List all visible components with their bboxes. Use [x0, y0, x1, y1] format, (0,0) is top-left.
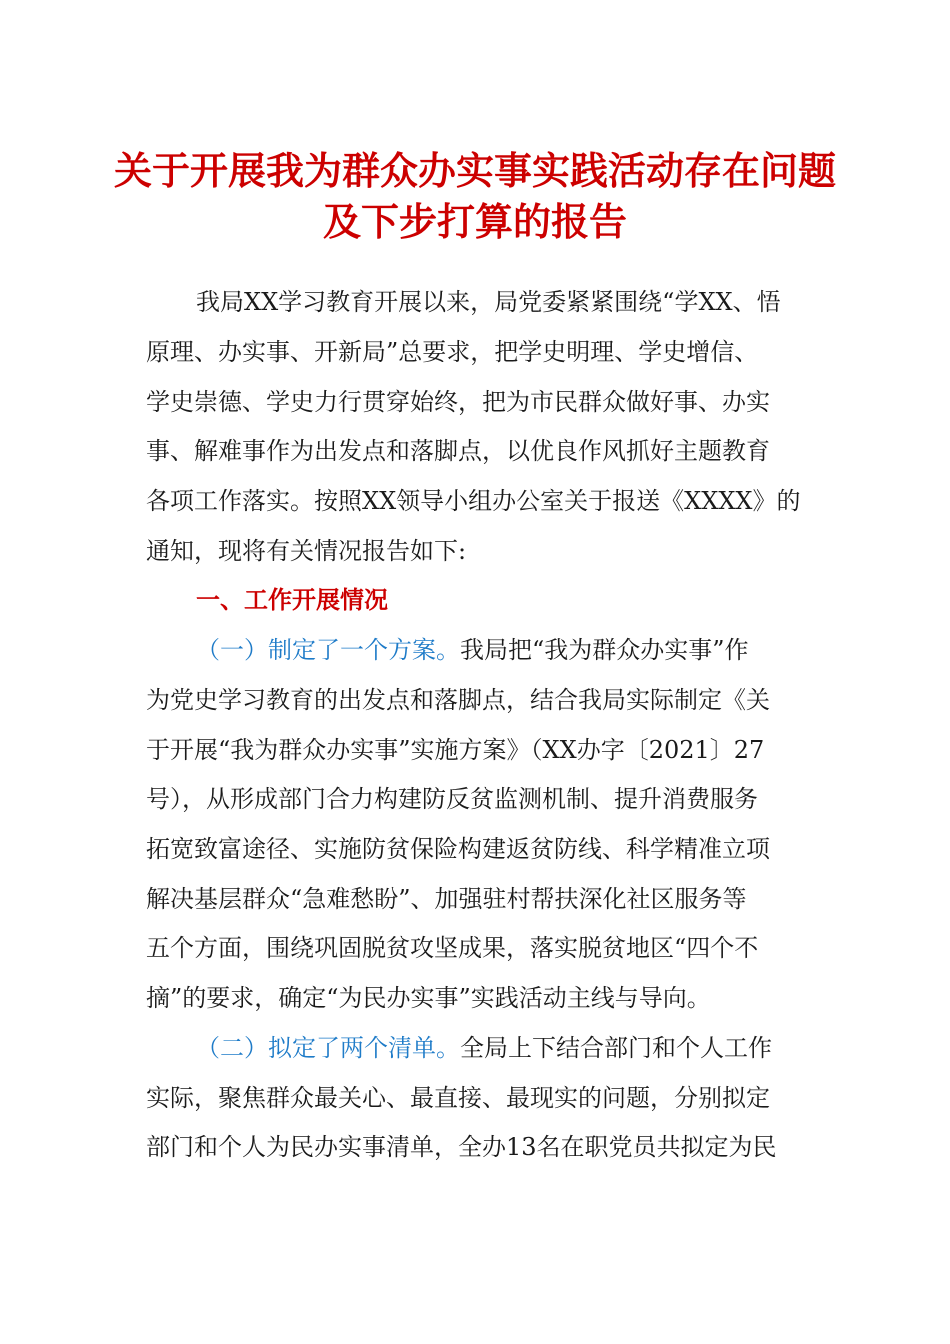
subsection-1-line-6: 解决基层群众“急难愁盼”、加强驻村帮扶深化社区服务等	[146, 885, 747, 913]
subsection-1-first-line	[196, 632, 806, 668]
intro-line-4: 事、解难事作为出发点和落脚点，以优良作风抓好主题教育	[146, 437, 770, 465]
subsection-1-line-2: 为党史学习教育的出发点和落脚点，结合我局实际制定《关	[146, 686, 770, 714]
intro-line-5: 各项工作落实。按照XX领导小组办公室关于报送《XXXX》的	[146, 487, 801, 515]
subsection-1-label: （一）制定了一个方案。	[196, 636, 460, 664]
subsection-1-first-text: 我局把“我为群众办实事”作	[460, 636, 749, 664]
subsection-1-line-3: 于开展“我为群众办实事”实施方案》（XX办字〔2021〕27	[146, 736, 765, 764]
subsection-1-line-8: 摘”的要求，确定“为民办实事”实践活动主线与导向。	[146, 984, 711, 1012]
intro-line-6: 通知，现将有关情况报告如下:	[146, 537, 467, 565]
subsection-2-first-text: 全局上下结合部门和个人工作	[460, 1034, 772, 1062]
document-title-line-2: 及下步打算的报告	[322, 199, 627, 244]
subsection-2-label: （二）拟定了两个清单。	[196, 1034, 460, 1062]
intro-line-1: 我局XX学习教育开展以来，局党委紧紧围绕“学XX、悟	[196, 288, 781, 316]
intro-line-2: 原理、办实事、开新局”总要求，把学史明理、学史增信、	[146, 338, 759, 366]
subsection-1-line-5: 拓宽致富途径、实施防贫保险构建返贫防线、科学精准立项	[146, 835, 770, 863]
subsection-2-line-3: 部门和个人为民办实事清单，全办13名在职党员共拟定为民	[146, 1133, 777, 1161]
document-title-line-1: 关于开展我为群众办实事实践活动存在问题	[113, 148, 836, 193]
subsection-2-line-2: 实际，聚焦群众最关心、最直接、最现实的问题，分别拟定	[146, 1084, 770, 1112]
intro-line-3: 学史崇德、学史力行贯穿始终，把为市民群众做好事、办实	[146, 388, 770, 416]
subsection-1-line-4: 号），从形成部门合力构建防反贫监测机制、提升消费服务	[146, 785, 758, 813]
subsection-1-line-7: 五个方面，围绕巩固脱贫攻坚成果，落实脱贫地区“四个不	[146, 934, 759, 962]
subsection-2-first-line	[196, 1030, 806, 1066]
section-heading-1: 一、工作开展情况	[196, 586, 388, 614]
